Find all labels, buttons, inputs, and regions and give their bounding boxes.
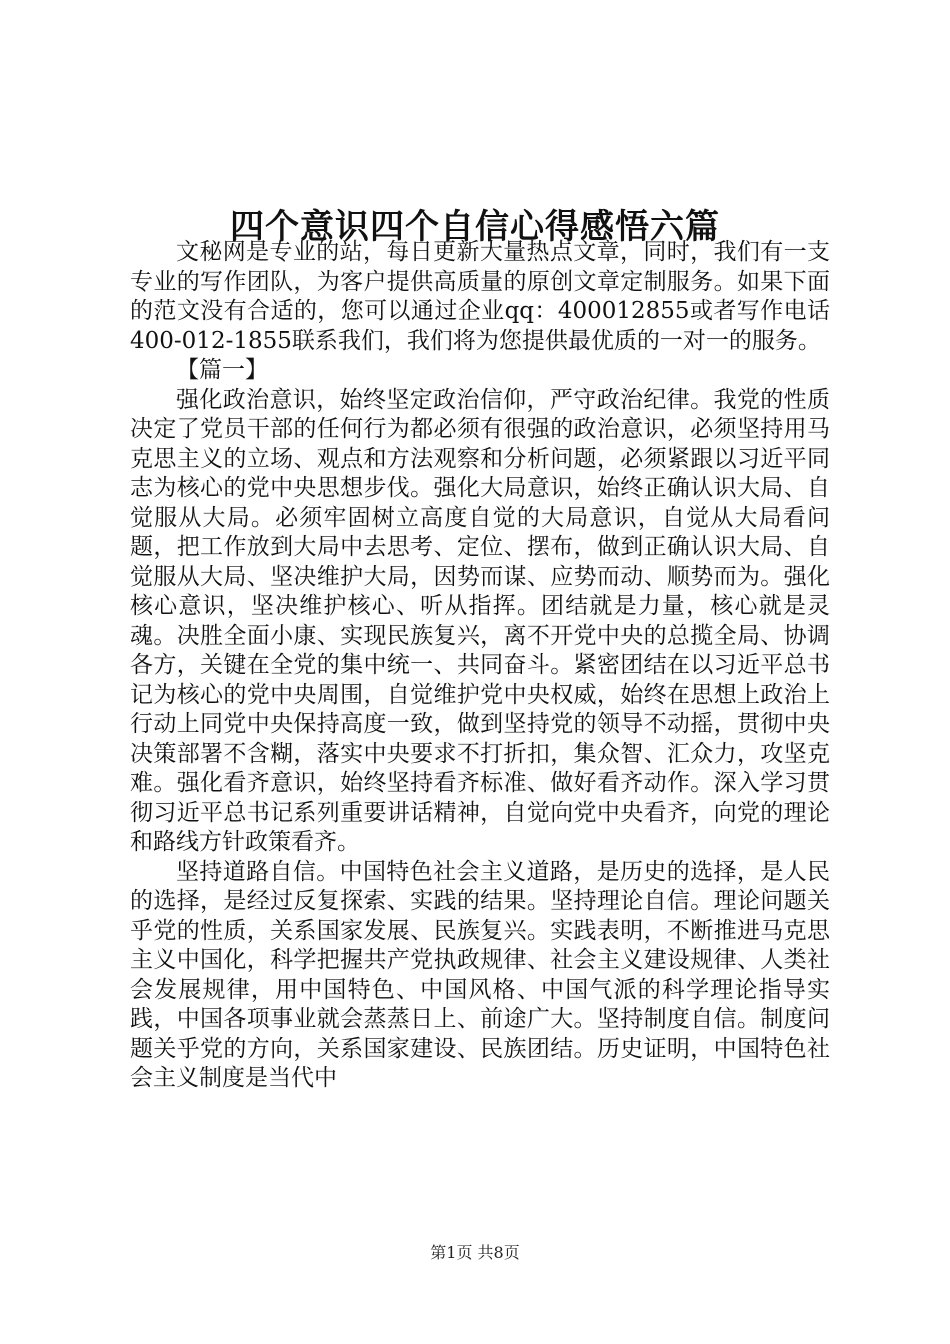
body-paragraph: 坚持道路自信。中国特色社会主义道路，是历史的选择，是人民的选择，是经过反复探索、实践的结果。坚持理论自信。理论问题关乎党的性质，关系国家发展、民族复兴。实践表明，不断推进马克思主义中国化，科学把握共产党执政规律、社会主义建设规律、人类社会发展规律，用中国特色、中国风格、中国气派的科学理论指导实践，中国各项事业就会蒸蒸日上、前途广大。坚持制度自信。制度问题关乎党的方向，关系国家建设、民族团结。历史证明，中国特色社会主义制度是当代中	[130, 858, 830, 1091]
document-body	[130, 238, 830, 1094]
body-paragraph: 强化政治意识，始终坚定政治信仰，严守政治纪律。我党的性质决定了党员干部的任何行为都必须有很强的政治意识，必须坚持用马克思主义的立场、观点和方法观察和分析问题，必须紧跟以习近平同志为核心的党中央思想步伐。强化大局意识，始终正确认识大局、自觉服从大局。必须牢固树立高度自觉的大局意识，自觉从大局看问题，把工作放到大局中去思考、定位、摆布，做到正确认识大局、自觉服从大局、坚决维护大局，因势而谋、应势而动、顺势而为。强化核心意识，坚决维护核心、听从指挥。团结就是力量，核心就是灵魂。决胜全面小康、实现民族复兴，离不开党中央的总揽全局、协调各方，关键在全党的集中统一、共同奋斗。紧密团结在以习近平总书记为核心的党中央周围，自觉维护党中央权威，始终在思想上政治上行动上同党中央保持高度一致，做到坚持党的领导不动摇，贯彻中央决策部署不含糊，落实中央要求不打折扣，集众智、汇众力，攻坚克难。强化看齐意识，始终坚持看齐标准、做好看齐动作。深入学习贯彻习近平总书记系列重要讲话精神，自觉向党中央看齐，向党的理论和路线方针政策看齐。	[130, 386, 830, 855]
document-title: 四个意识四个自信心得感悟六篇	[230, 206, 720, 247]
page-footer: 第1页 共8页	[430, 1243, 520, 1262]
section-heading: 【篇一】	[176, 357, 268, 383]
intro-paragraph: 文秘网是专业的站，每日更新大量热点文章，同时，我们有一支专业的写作团队，为客户提供高质量的原创文章定制服务。如果下面的范文没有合适的，您可以通过企业qq：400012855或者写作电话400-012-1855联系我们，我们将为您提供最优质的一对一的服务。	[130, 239, 830, 354]
